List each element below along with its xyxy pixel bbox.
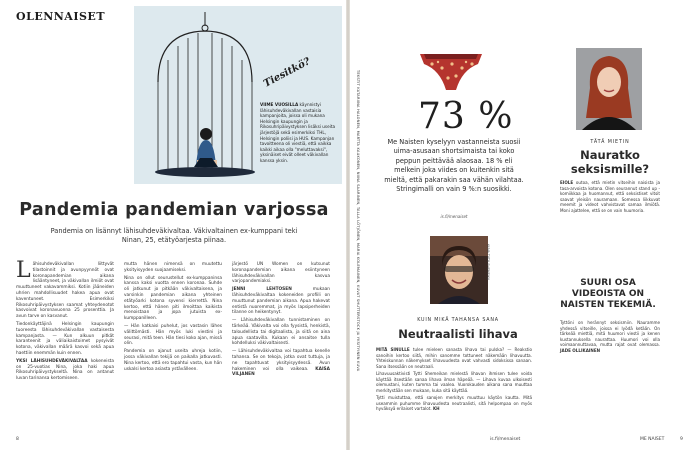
- paragraph: [232, 287, 330, 316]
- photo-credit-text: KUVA TIITU SHEMEIKA: [486, 244, 490, 281]
- statistic-source: is.fi/menaiset: [440, 214, 468, 219]
- underwear-illustration: [418, 50, 484, 92]
- paragraph: [16, 359, 114, 382]
- paragraph-text: tulee mieleen sanasta lihava tai pulska? — Reakstio sanoihin kertoo siitä, mihin sanomme tottuneet näkemään lihavuutta. Yhteiskunnan näkemykset lihavuudesta ovat vahvasti sidoksissa sanaan. Sana itsessään on neutraali.: [376, 347, 532, 369]
- article-lead: Pandemia on lisännyt lähisuhdeväkivaltaa. Väkivaltainen ex-kumppani teki Ninan, 25, etätyöarjesta piinaa.: [50, 227, 298, 244]
- column-body-bottom: [560, 320, 660, 353]
- paragraph-text: Tyttöni on herännyt seksismiin. Nauramme yhdessä vitseille, joissa ei lyödä ketään. On tärkeää miettiä, mitä huumori viestii ja kenen kustannuksella naurattaa. Huumori voi olla voimaannuttavaa, mutta rajat ovat olemassa.: [560, 320, 660, 347]
- page-gutter: [346, 0, 350, 450]
- paragraph-lead: MITÄ SINULLE: [376, 347, 410, 352]
- paragraph-text: — Lähisuhdeväkivaltaa voi tapahtua kenelle tahansa. Se on tekoja, jotka ovat tuttuja, ja ne tapahtuvat yksityisyydessä. Avun hakeminen voi olla vaikeaa.: [232, 349, 330, 372]
- paragraph: Pandemia on ajanut useita uhreja kotiin, jossa väkivallan tekijä on paikalla jatkuvasti. Nina kertoo, että ero tapahtui vasta, kun hän uskalsi kertoa asiasta ystävälleen.: [124, 349, 222, 372]
- article-column-2: [124, 262, 222, 374]
- article-column-3: [232, 262, 330, 380]
- paragraph: — Hän katkaisi puhelut, jos vastasin lähes välittömästi. Hän myös luki viestini ja seurasi, mitä teen. Hän tiesi koko ajan, missä olin.: [124, 323, 222, 347]
- paragraph: mutta hänen nimensä on muutettu yksityisyyden suojaamiseksi.: [124, 262, 222, 273]
- paragraph-text: mukaan lähisuhdeväkivaltaa kokeneiden profiili on muuttunut pandemian aikana. Apua hakevat entistä nuoremmat, ja myös lapsiperheiden tilanne on heikentynyt.: [232, 287, 330, 316]
- portrait-photo-red-haired-woman: [576, 48, 642, 130]
- paragraph: [232, 349, 330, 378]
- statistic-value: 73 %: [418, 96, 514, 137]
- paragraph-lead: YKSI LÄHISUHDEVÄKIVALTAA: [16, 358, 88, 364]
- paragraph-lead: EIOLE: [560, 180, 574, 185]
- page-number: 9: [680, 437, 683, 442]
- folio-magazine: ME NAISET: [640, 437, 665, 442]
- paragraph-text: kokeneista on 25-vuotias Nina, joka haki apua Rikosuhripäivystykseltä. Nina on antanut luvan tarinansa kertomiseen.: [16, 358, 114, 382]
- article-headline: Pandemia pandemian varjossa: [19, 200, 329, 220]
- statistic-text: Me Naisten kyselyyn vastanneista suosii uima-asusaan shortsimaista tai koko peppun peittävää alaosaa. 18 % eli melkein joka viides on kuitenkin sitä mieltä, että pakarakin saa vähän vilahtaa. Stringimalli on vain 9 %:n suosikki.: [384, 138, 524, 194]
- section-label: OLENNAISET: [16, 10, 106, 23]
- paragraph-text: outoa, että mietin vitseihin naisista ja tasa-arvoista kotona. Olen seurannut stand up -komiikkaa ja huomannut, että seksistiset vitsit saavat yleisön nauramaan. Somessa liikkuvat meemit ja videot vahvistavat samaa ilmiötä. Moni ajattelee, että se on vain huumoria.: [560, 180, 660, 213]
- article-title: Neutraalisti lihava: [398, 327, 518, 341]
- dropcap: L: [16, 258, 31, 283]
- article-column-1: [16, 258, 114, 384]
- folio-url: is.fi/menaiset: [490, 437, 521, 442]
- paragraph: — Lähisuhdeväkivallan tunnistaminen on tärkeää. Väkivalta voi olla fyysistä, henkistä, taloudellista tai digitaalista, ja siitä on aina apua saatavilla. Kukaan ei ansaitse tulla kohdelluksi väkivaltaisesti.: [232, 318, 330, 347]
- credits-text: TEKSTIT KATARIINA HALONEN, MARTTA KAUKONEN, NIINA SAARINEN, TALLA LÖTJÖNEN, MARIA KOLEMAINEN, KUVAT SHUTTERSTOCK JA YKSITYINEN KUVA: [356, 70, 360, 372]
- credits-vertical: [356, 70, 366, 372]
- paragraph: järjestö UN Women on kutsunut koronapandemian aikana esiintyneen lähisuhdeväkivallan kasvua varjopandemiaksi.: [232, 262, 330, 285]
- paragraph: ähisuhdeväkivallan liittyvät tilastoinnit ja avunpyynnöt ovat koronapandemian aikana lisääntyneet, ja väkivallan ilmiöt ovat muuttuneet vakavammiksi. Kotiin jääneiden uhrien mahdollisuudet hakea apua ovat kaventuneet. Esimerkiksi Rikosuhripäivystyksen saamat yhteydenotot kasvoivat koronavuonna 25 prosenttia. Ja avun tarve on kasvanut.: [16, 262, 114, 320]
- photo-credit: [486, 244, 495, 304]
- column-title: Nauratko seksismille?: [570, 148, 650, 176]
- author-signature: KAISA VILJANEN: [232, 366, 330, 378]
- paragraph-lead: JENNI LEHTOSEN: [232, 287, 292, 293]
- column-body-top: [560, 180, 660, 213]
- sidebar-body: käynnistyi lähisuhdeväkivallan vastaisia kampanjoita, joissa oli mukana Helsingin kaupungin ja Rikosuhripäivystyksen lisäksi useita järjestöjä sekä esimerkiksi THL, Helsingin poliisi ja HUS. Kampanjan tavoitteena oli viestiä, että vaikka kaikki aikaa olla "meluttavaksi", yksinäiset eivät olleet väkivallan kanssa yksin.: [260, 102, 336, 163]
- sidebar-title: Tiesitkö?: [262, 56, 313, 90]
- article-kicker: KUIN MIKÄ TAHANSA SANA: [417, 318, 499, 323]
- page-number: 8: [16, 437, 19, 442]
- author-signature: JADE OLLIKAINEN: [560, 347, 601, 353]
- pull-quote: SUURI OSA VIDEOISTA ON NAISTEN TEKEMIÄ.: [560, 278, 656, 310]
- article-body: [376, 347, 532, 413]
- birdcage-illustration: [150, 12, 260, 180]
- sidebar-text: [260, 102, 344, 164]
- paragraph: [376, 347, 532, 369]
- paragraph: Lihavuusaktivisti Tytti Shemeikan mielestä lihavan ihmisen tulee voida käyttää itsestään sanaa lihava ilman häpeää. — Lihava kuvaa ulkoisesti olemustani, kuten tumma tai vaalea. Vuorokauden aikana sana muuttaa merkitystään sen mukaan, kuka sitä käyttää.: [376, 370, 532, 393]
- portrait-photo-smiling-woman: [430, 236, 488, 304]
- paragraph: [376, 395, 532, 412]
- paragraph: Nina on ollut seurustellut ex-kumppaninsa kanssa kaksi vuotta ennen koronaa. Suhde oli jatkunut jo pitkään väkivaltaisena, ja varsinkin pandemian aikana yhteinen etätyöarki kotona syvensi kierrettä. Nina kertoo, että hänen piti ilmoittaa kaikista menoistaan ja jopa jutuista ex-kumppanilleen.: [124, 275, 222, 322]
- sidebar-lead: VIIME VUOSILLA: [260, 102, 299, 107]
- article-body: [16, 258, 332, 430]
- column-kicker: TÄTÄ MIETIN: [590, 140, 630, 145]
- paragraph: Tiedonkäyttäjinä Helsingin kaupungin tuoreesta lähisuhdeväkivallan vastaisesta kampanjasta. — Kun alkuun pitkät karanteenit ja väliaikaistoimet pysyivät kotona, väkivallan määrä kasvoi sekä apua haettiin enemmän kuin ennen.: [16, 321, 114, 356]
- author-signature: KH: [432, 406, 440, 412]
- paragraph-text: Tytti muistuttaa, että sanojen merkitys muuttuu käytön kautta. Mitä useammin puhumme lihavuudesta neutraalisti, sitä helpompaa on myös hyväksyä erilaiset vartalot.: [376, 394, 532, 412]
